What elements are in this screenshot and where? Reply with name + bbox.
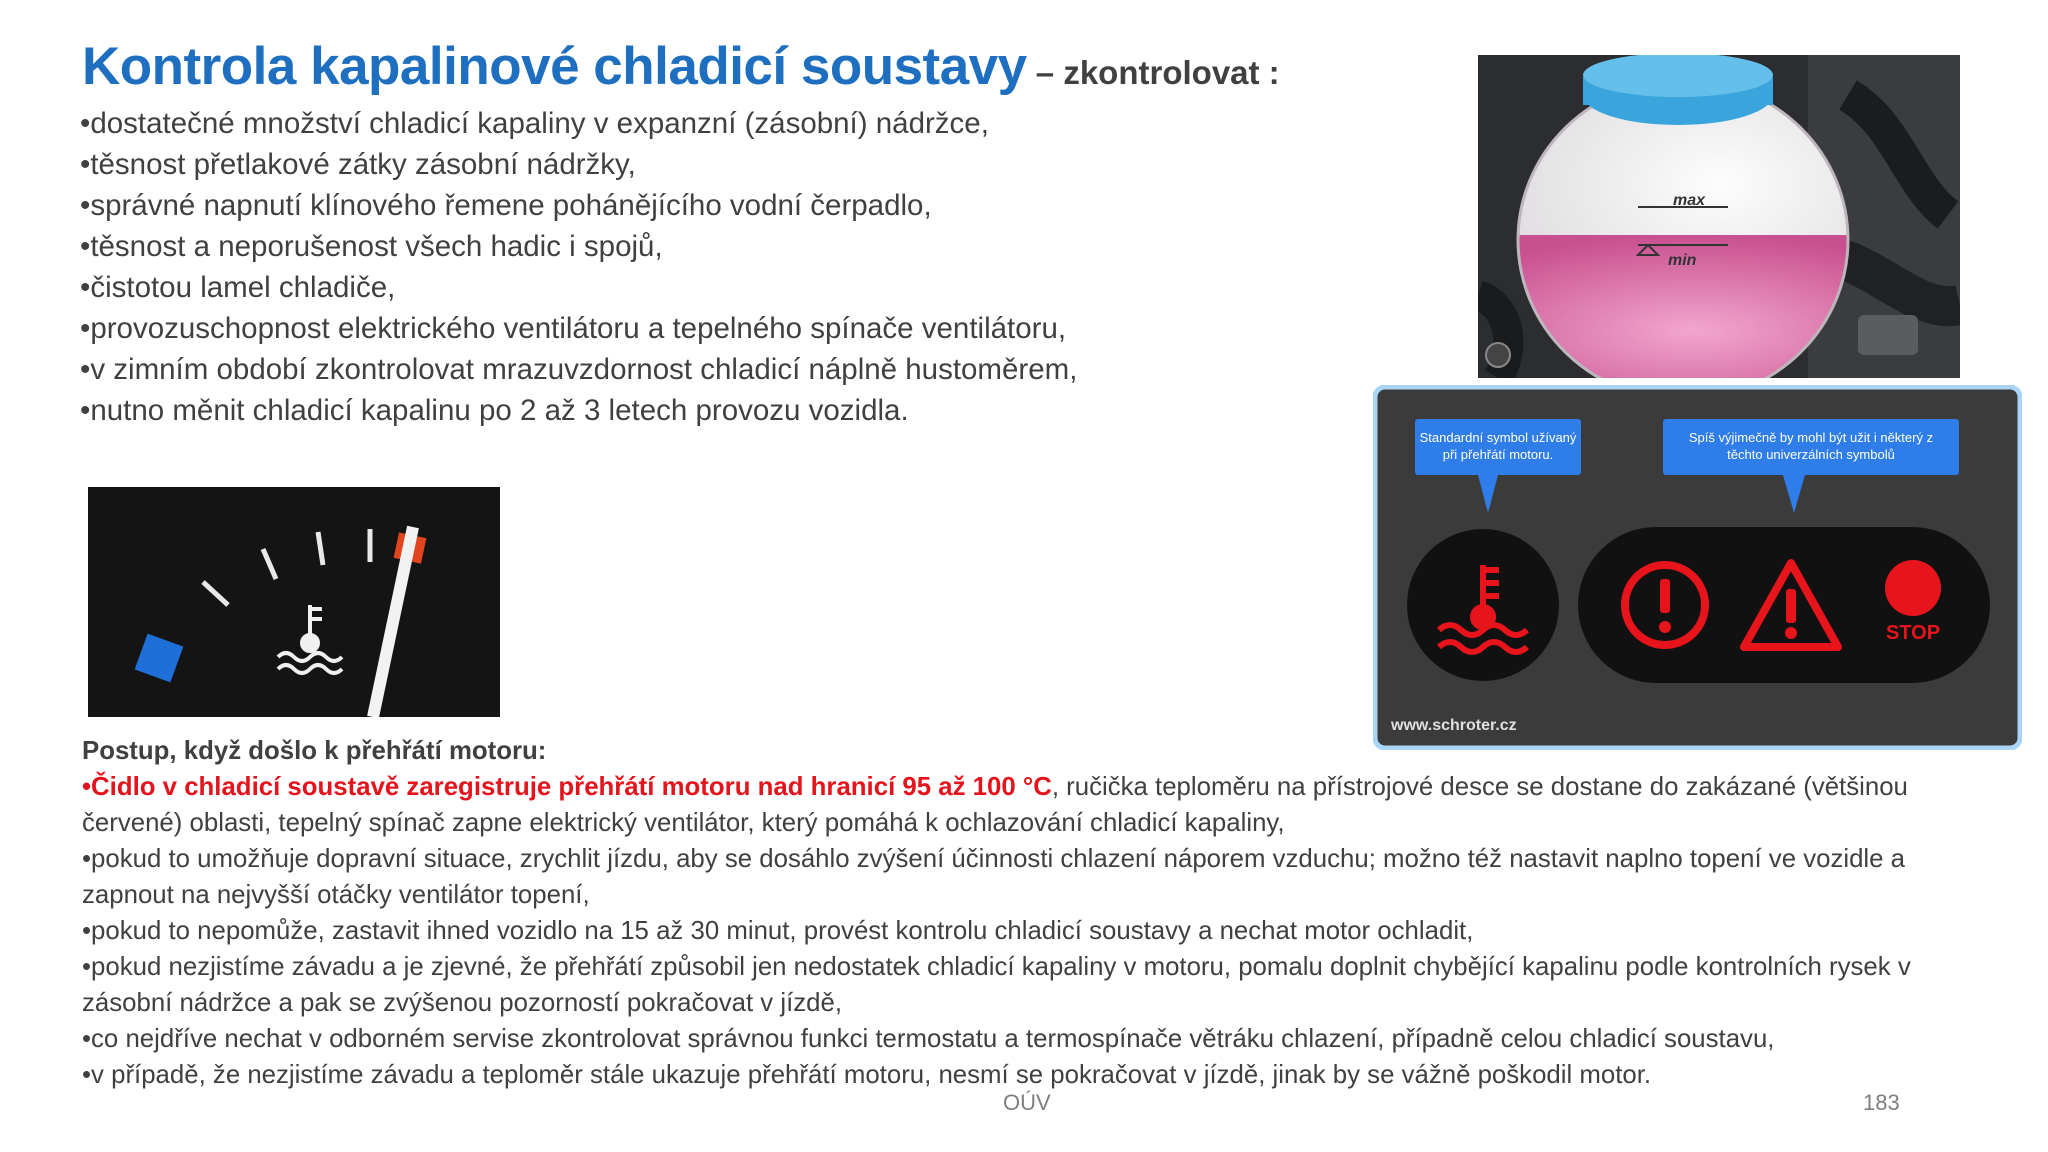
max-label: max	[1673, 192, 1706, 209]
title-main: Kontrola kapalinové chladicí soustavy	[82, 37, 1027, 96]
list-item: •dostatečné množství chladicí kapaliny v expanzní (zásobní) nádržce,	[80, 107, 989, 140]
stop-label: STOP	[1885, 622, 1941, 644]
list-item: •správné napnutí klínového řemene pohánějícího vodní čerpadlo,	[80, 189, 932, 222]
procedure-first-rest: , ručička teploměru na přístrojové desce se dostane do zakázané (většinou červené) oblasti, tepelný spínač zapne elektrický ventilátor, který pomáhá k ochlazování chladicí kapaliny,	[82, 773, 1908, 837]
callout-right-text: Spíš výjimečně by mohl být užit i některý z	[1688, 430, 1934, 445]
list-item: •v případě, že nezjistíme závadu a teploměr stále ukazuje přehřátí motoru, nesmí se pokračovat v jízdě, jinak by se vážně poškodil motor.	[82, 1061, 1652, 1089]
coolant-tank-photo	[1478, 55, 1960, 378]
list-item: •provozuschopnost elektrického ventilátoru a tepelného spínače ventilátoru,	[80, 312, 1067, 345]
procedure-heading: Postup, když došlo k přehřátí motoru:	[82, 737, 547, 765]
procedure-highlight: •Čidlo v chladicí soustavě zaregistruje přehřátí motoru nad hranicí 95 až 100 °C	[82, 773, 1052, 801]
list-item: •pokud nezjistíme závadu a je zjevné, že přehřátí způsobil jen nedostatek chladicí kapaliny v motoru, pomalu doplnit chybějící kapalinu podle kontrolních rysek v zásobní nádržce a pak se zvýšenou pozorností pokračovat v jízdě,	[82, 953, 1911, 1017]
page-number: 183	[1863, 1090, 1900, 1115]
warning-symbols-panel	[1373, 385, 2022, 750]
slide-title	[82, 36, 1280, 97]
callout-left-text: při přehřátí motoru.	[1442, 447, 1554, 462]
list-item: •pokud to umožňuje dopravní situace, zrychlit jízdu, aby se dosáhlo zvýšení účinnosti chlazení náporem vzduchu; možno též nastavit naplno topení ve vozidle a zapnout na nejvyšší otáčky ventilátor topení,	[82, 845, 1906, 909]
title-suffix: – zkontrolovat :	[1026, 54, 1280, 91]
procedure-item-first	[82, 769, 1982, 841]
check-list	[80, 103, 1380, 431]
list-item: •nutno měnit chladicí kapalinu po 2 až 3 letech provozu vozidla.	[80, 394, 909, 427]
callout-left-text: Standardní symbol užívaný	[1419, 430, 1577, 445]
footer-label: OÚV	[1003, 1090, 1051, 1115]
min-label: min	[1668, 252, 1697, 269]
stop-icon	[1885, 560, 1941, 644]
list-item: •co nejdříve nechat v odborném servise zkontrolovat správnou funkci termostatu a termospínače větráku chlazení, případně celou chladicí soustavu,	[82, 1025, 1775, 1053]
list-item: •těsnost přetlakové zátky zásobní nádržky,	[80, 148, 636, 181]
overheat-procedure	[82, 733, 1982, 1093]
callout-right-text: těchto univerzálních symbolů	[1727, 447, 1895, 462]
list-item: •v zimním období zkontrolovat mrazuvzdornost chladicí náplně hustoměrem,	[80, 353, 1078, 386]
list-item: •těsnost a neporušenost všech hadic i spojů,	[80, 230, 663, 263]
list-item: •pokud to nepomůže, zastavit ihned vozidlo na 15 až 30 minut, provést kontrolu chladicí soustavy a nechat motor ochladit,	[82, 917, 1474, 945]
temperature-gauge-photo	[88, 487, 500, 717]
source-label: www.schroter.cz	[1391, 717, 1517, 734]
list-item: •čistotou lamel chladiče,	[80, 271, 396, 304]
